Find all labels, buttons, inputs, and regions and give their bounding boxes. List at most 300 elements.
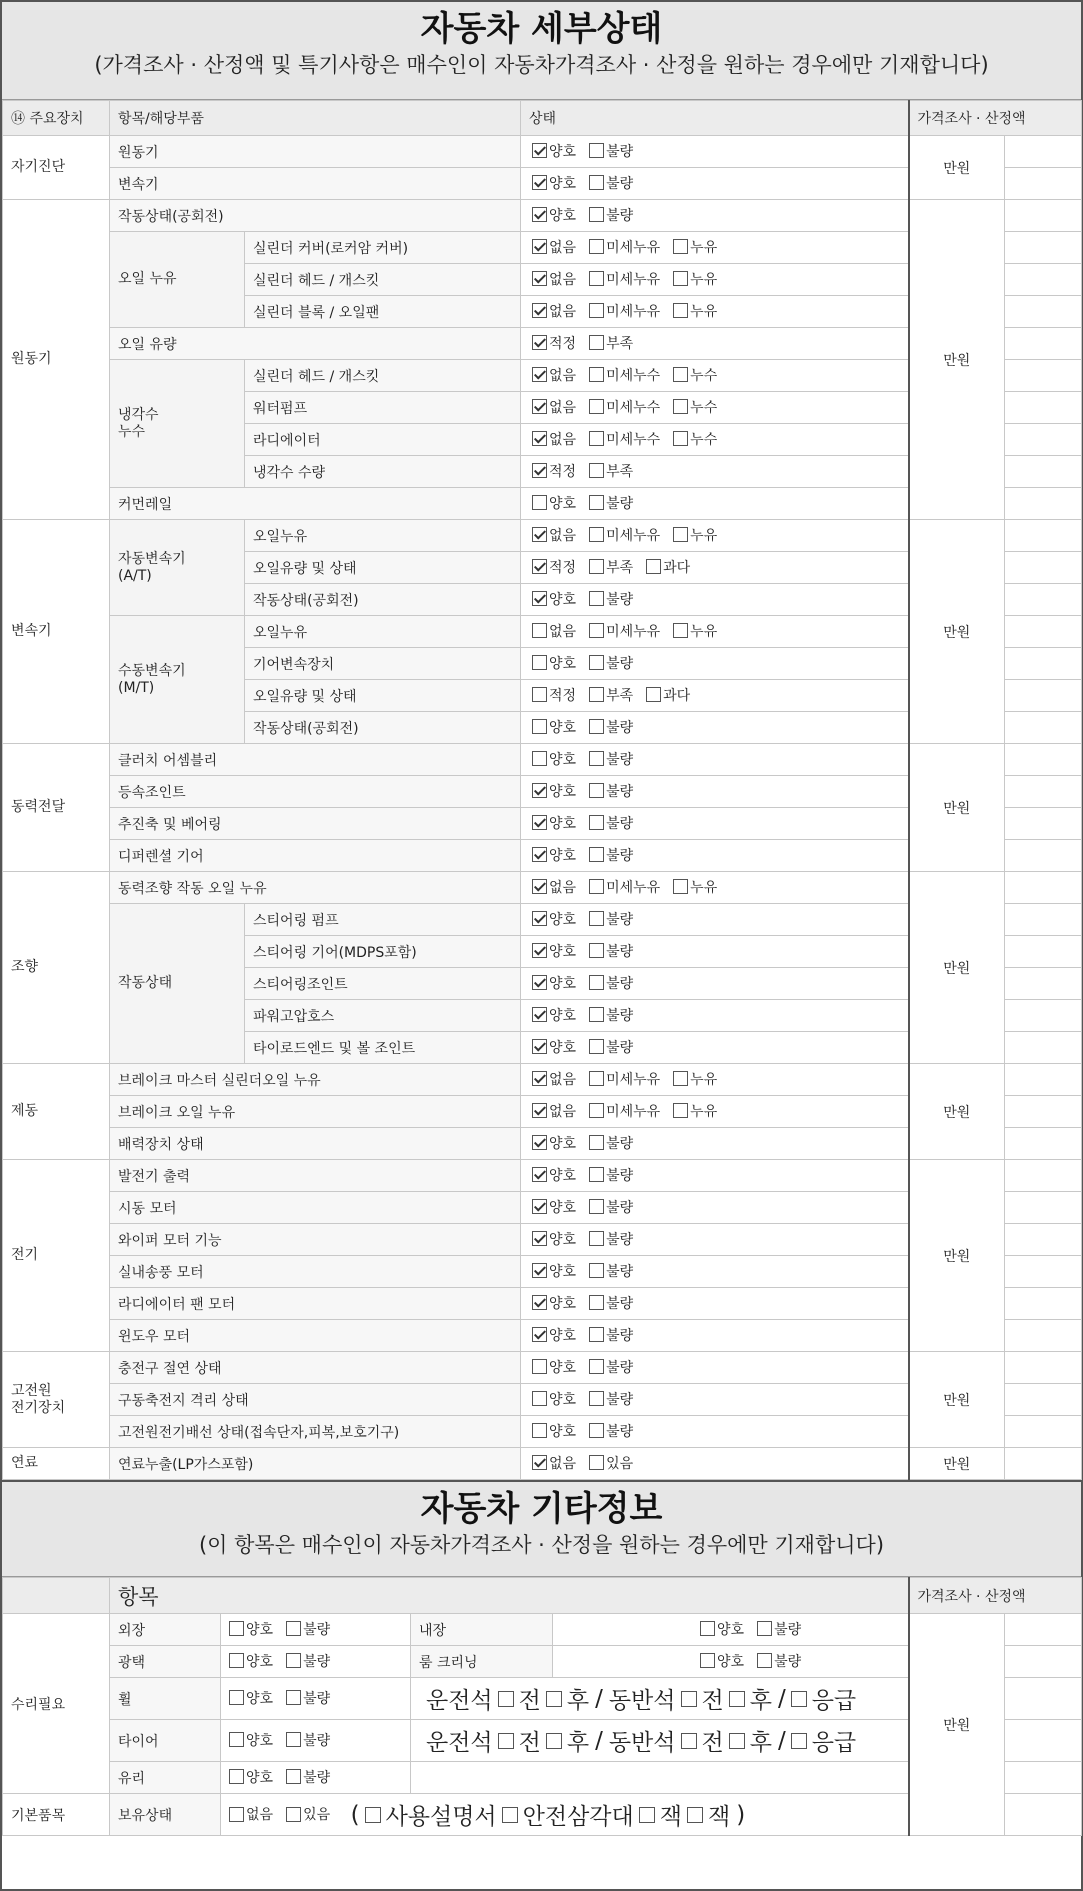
checkbox[interactable]	[589, 1135, 604, 1150]
checkbox[interactable]	[532, 847, 547, 862]
note-cell[interactable]	[1005, 1064, 1082, 1096]
status-option[interactable]	[589, 1293, 633, 1313]
checkbox[interactable]	[589, 975, 604, 990]
status-option[interactable]	[589, 365, 660, 385]
checkbox[interactable]	[229, 1807, 244, 1822]
status-option[interactable]	[589, 557, 633, 577]
status-option[interactable]	[532, 1037, 576, 1057]
checkbox[interactable]	[681, 1691, 697, 1707]
status-option[interactable]	[589, 1005, 633, 1025]
checkbox[interactable]	[532, 271, 547, 286]
note-cell[interactable]	[1005, 328, 1082, 360]
option-label: 있음	[606, 1455, 634, 1472]
checkbox[interactable]	[498, 1733, 514, 1749]
note-cell[interactable]	[1005, 968, 1082, 1000]
status-option[interactable]	[589, 1069, 660, 1089]
note-cell[interactable]	[1005, 264, 1082, 296]
status-option[interactable]	[532, 1101, 576, 1121]
checkbox[interactable]	[532, 1039, 547, 1054]
status-option[interactable]	[532, 461, 576, 481]
checkbox[interactable]	[532, 143, 547, 158]
option-label: 양호	[549, 1359, 577, 1376]
checkbox[interactable]	[286, 1807, 301, 1822]
status-option[interactable]	[673, 301, 717, 321]
checkbox[interactable]	[589, 271, 604, 286]
option-label: 양호	[549, 1231, 577, 1248]
status-option[interactable]	[532, 333, 576, 353]
price-cell[interactable]: 만원	[909, 744, 1005, 872]
note-cell[interactable]	[1005, 392, 1082, 424]
checkbox[interactable]	[546, 1691, 562, 1707]
checkbox[interactable]	[589, 847, 604, 862]
checkbox[interactable]	[589, 239, 604, 254]
status-option[interactable]	[532, 1133, 576, 1153]
status-option[interactable]	[532, 909, 576, 929]
checkbox[interactable]	[673, 431, 688, 446]
price-cell[interactable]: 만원	[909, 872, 1005, 1064]
checkbox[interactable]	[589, 1007, 604, 1022]
category-label: 동력전달	[3, 744, 110, 872]
status-option[interactable]	[589, 269, 660, 289]
checkbox[interactable]	[532, 591, 547, 606]
checkbox[interactable]	[532, 1135, 547, 1150]
status-option[interactable]	[532, 1165, 576, 1185]
checkbox[interactable]	[532, 303, 547, 318]
status-option[interactable]	[532, 269, 576, 289]
item-label: 실린더 헤드 / 개스킷	[245, 360, 521, 392]
checkbox[interactable]	[532, 1295, 547, 1310]
price-cell[interactable]: 만원	[909, 136, 1005, 200]
checkbox[interactable]	[589, 719, 604, 734]
note-cell[interactable]	[1005, 680, 1082, 712]
checkbox[interactable]	[673, 1071, 688, 1086]
status-option[interactable]	[646, 557, 690, 577]
status-option[interactable]	[589, 1389, 633, 1409]
price-cell[interactable]: 만원	[909, 1352, 1005, 1448]
status-option[interactable]	[673, 877, 717, 897]
status-option[interactable]	[532, 749, 576, 769]
checkbox[interactable]	[532, 1103, 547, 1118]
status-option[interactable]	[589, 301, 660, 321]
status-option[interactable]	[673, 1069, 717, 1089]
checkbox[interactable]	[700, 1653, 715, 1668]
checkbox[interactable]	[532, 207, 547, 222]
status-option[interactable]	[589, 397, 660, 417]
status-option[interactable]	[673, 525, 717, 545]
checkbox[interactable]	[589, 431, 604, 446]
option-label: 없음	[549, 1455, 577, 1472]
status-option[interactable]	[532, 237, 576, 257]
status-option[interactable]	[673, 429, 717, 449]
checkbox[interactable]	[589, 175, 604, 190]
checkbox[interactable]	[589, 783, 604, 798]
status-option[interactable]	[589, 1325, 633, 1345]
status-option[interactable]	[589, 141, 633, 161]
status-option[interactable]	[532, 781, 576, 801]
note-cell[interactable]	[1005, 168, 1082, 200]
checkbox[interactable]	[589, 495, 604, 510]
checkbox[interactable]	[532, 815, 547, 830]
checkbox[interactable]	[229, 1690, 244, 1705]
price-cell[interactable]: 만원	[909, 1064, 1005, 1160]
checkbox[interactable]	[589, 1263, 604, 1278]
status-option[interactable]	[589, 429, 660, 449]
price-cell[interactable]: 만원	[909, 1448, 1005, 1480]
status-option[interactable]	[589, 1101, 660, 1121]
checkbox[interactable]	[687, 1807, 703, 1823]
status-option[interactable]	[532, 1005, 576, 1025]
status-option[interactable]	[589, 845, 633, 865]
status-option[interactable]	[589, 1261, 633, 1281]
checkbox[interactable]	[532, 911, 547, 926]
checkbox[interactable]	[729, 1691, 745, 1707]
status-option[interactable]	[532, 1293, 576, 1313]
checkbox[interactable]	[589, 815, 604, 830]
checkbox[interactable]	[589, 335, 604, 350]
status-option[interactable]	[532, 141, 576, 161]
checkbox[interactable]	[589, 943, 604, 958]
status-option[interactable]	[589, 525, 660, 545]
checkbox[interactable]	[589, 623, 604, 638]
checkbox[interactable]	[673, 623, 688, 638]
checkbox[interactable]	[673, 399, 688, 414]
checkbox[interactable]	[532, 751, 547, 766]
status-option[interactable]	[589, 1133, 633, 1153]
status-option[interactable]	[589, 205, 633, 225]
status-option[interactable]	[589, 1421, 633, 1441]
option-label: 누유	[690, 527, 718, 544]
status-option[interactable]	[589, 941, 633, 961]
checkbox[interactable]	[589, 143, 604, 158]
checkbox[interactable]	[502, 1807, 518, 1823]
checkbox[interactable]	[532, 431, 547, 446]
checkbox[interactable]	[589, 1455, 604, 1470]
checkbox[interactable]	[589, 303, 604, 318]
checkbox[interactable]	[286, 1621, 301, 1636]
option-label: 양호	[549, 815, 577, 832]
option-label: 양호	[549, 207, 577, 224]
checkbox[interactable]	[532, 1231, 547, 1246]
checkbox[interactable]	[589, 879, 604, 894]
option-label: 미세누유	[606, 1071, 661, 1088]
status-option[interactable]	[673, 237, 717, 257]
status-option[interactable]	[532, 1389, 576, 1409]
checkbox[interactable]	[589, 463, 604, 478]
note-cell[interactable]	[1005, 904, 1082, 936]
note-cell[interactable]	[1005, 1448, 1082, 1480]
checkbox[interactable]	[532, 687, 547, 702]
status-option[interactable]	[532, 493, 576, 513]
status-option[interactable]	[532, 205, 576, 225]
note-cell[interactable]	[1005, 1762, 1082, 1794]
checkbox[interactable]	[757, 1653, 772, 1668]
status-option[interactable]	[532, 877, 576, 897]
checkbox[interactable]	[729, 1733, 745, 1749]
note-cell[interactable]	[1005, 1794, 1082, 1836]
note-cell[interactable]	[1005, 1720, 1082, 1762]
status-option[interactable]	[673, 1101, 717, 1121]
checkbox[interactable]	[532, 1391, 547, 1406]
note-cell[interactable]	[1005, 1256, 1082, 1288]
status-option[interactable]	[589, 877, 660, 897]
note-cell[interactable]	[1005, 1160, 1082, 1192]
status-option[interactable]	[532, 973, 576, 993]
note-cell[interactable]	[1005, 296, 1082, 328]
price-cell[interactable]: 만원	[909, 520, 1005, 744]
note-cell[interactable]	[1005, 648, 1082, 680]
status-option[interactable]	[532, 813, 576, 833]
status-option[interactable]	[673, 621, 717, 641]
status-option[interactable]	[532, 1421, 576, 1441]
checkbox[interactable]	[532, 1423, 547, 1438]
status-option[interactable]	[532, 589, 576, 609]
checkbox[interactable]	[532, 367, 547, 382]
note-cell[interactable]	[1005, 840, 1082, 872]
checkbox[interactable]	[589, 687, 604, 702]
note-cell[interactable]	[1005, 1192, 1082, 1224]
checkbox[interactable]	[532, 495, 547, 510]
checkbox[interactable]	[589, 207, 604, 222]
checkbox[interactable]	[532, 239, 547, 254]
note-cell[interactable]	[1005, 776, 1082, 808]
checkbox[interactable]	[546, 1733, 562, 1749]
status-option[interactable]	[589, 653, 633, 673]
checkbox[interactable]	[532, 399, 547, 414]
note-cell[interactable]	[1005, 456, 1082, 488]
checkbox[interactable]	[286, 1690, 301, 1705]
note-cell[interactable]	[1005, 1384, 1082, 1416]
status-option[interactable]	[532, 557, 576, 577]
note-cell[interactable]	[1005, 488, 1082, 520]
status-option[interactable]	[589, 685, 633, 705]
status-option[interactable]	[532, 845, 576, 865]
checkbox[interactable]	[589, 367, 604, 382]
status-option[interactable]	[532, 1325, 576, 1345]
status-option[interactable]	[532, 653, 576, 673]
status-option[interactable]	[589, 717, 633, 737]
checkbox[interactable]	[589, 1039, 604, 1054]
note-cell[interactable]	[1005, 1614, 1082, 1646]
note-cell[interactable]	[1005, 360, 1082, 392]
price-cell[interactable]: 만원	[909, 200, 1005, 520]
checkbox[interactable]	[589, 591, 604, 606]
status-option[interactable]	[532, 1261, 576, 1281]
checkbox[interactable]	[673, 367, 688, 382]
checkbox[interactable]	[532, 1359, 547, 1374]
checkbox[interactable]	[589, 559, 604, 574]
checkbox[interactable]	[673, 1103, 688, 1118]
note-cell[interactable]	[1005, 1352, 1082, 1384]
status-option[interactable]	[589, 1357, 633, 1377]
status-option[interactable]	[532, 1197, 576, 1217]
status-option[interactable]	[532, 685, 576, 705]
checkbox[interactable]	[589, 1359, 604, 1374]
note-cell[interactable]	[1005, 1096, 1082, 1128]
status-option[interactable]	[589, 781, 633, 801]
checkbox[interactable]	[532, 463, 547, 478]
status-option[interactable]	[589, 173, 633, 193]
checkbox[interactable]	[673, 271, 688, 286]
checkbox[interactable]	[589, 1103, 604, 1118]
checkbox[interactable]	[532, 175, 547, 190]
checkbox[interactable]	[673, 303, 688, 318]
checkbox[interactable]	[229, 1653, 244, 1668]
checkbox[interactable]	[532, 1071, 547, 1086]
status-option[interactable]	[589, 1197, 633, 1217]
checkbox[interactable]	[532, 623, 547, 638]
note-cell[interactable]	[1005, 232, 1082, 264]
note-cell[interactable]	[1005, 1320, 1082, 1352]
checkbox[interactable]	[791, 1733, 807, 1749]
checkbox[interactable]	[673, 879, 688, 894]
checkbox[interactable]	[532, 1327, 547, 1342]
status-option[interactable]	[532, 621, 576, 641]
status-option[interactable]	[532, 1357, 576, 1377]
checkbox[interactable]	[589, 1071, 604, 1086]
status-option[interactable]	[673, 365, 717, 385]
status-option[interactable]	[589, 1229, 633, 1249]
checkbox[interactable]	[532, 879, 547, 894]
status-option[interactable]	[589, 333, 633, 353]
checkbox[interactable]	[286, 1653, 301, 1668]
note-cell[interactable]	[1005, 1224, 1082, 1256]
checkbox[interactable]	[532, 943, 547, 958]
note-cell[interactable]	[1005, 200, 1082, 232]
status-option[interactable]	[646, 685, 690, 705]
status-option[interactable]	[532, 941, 576, 961]
checkbox[interactable]	[532, 655, 547, 670]
status-option[interactable]	[589, 237, 660, 257]
status-option[interactable]	[532, 717, 576, 737]
status-option[interactable]	[532, 301, 576, 321]
status-option[interactable]	[532, 173, 576, 193]
status-option[interactable]	[589, 813, 633, 833]
checkbox[interactable]	[589, 1199, 604, 1214]
note-cell[interactable]	[1005, 616, 1082, 648]
checkbox[interactable]	[532, 1007, 547, 1022]
note-cell[interactable]	[1005, 136, 1082, 168]
checkbox[interactable]	[639, 1807, 655, 1823]
option-label: 미세누유	[606, 239, 661, 256]
checkbox[interactable]	[286, 1769, 301, 1784]
price-cell[interactable]: 만원	[909, 1160, 1005, 1352]
status-option[interactable]	[532, 1453, 576, 1473]
checkbox[interactable]	[229, 1621, 244, 1636]
checkbox[interactable]	[681, 1733, 697, 1749]
checkbox[interactable]	[646, 687, 661, 702]
note-cell[interactable]	[1005, 808, 1082, 840]
option-label: 양호	[549, 1007, 577, 1024]
checkbox[interactable]	[498, 1691, 514, 1707]
option-label: 없음	[549, 431, 577, 448]
checkbox[interactable]	[229, 1769, 244, 1784]
note-cell[interactable]	[1005, 744, 1082, 776]
status-option[interactable]	[589, 1453, 633, 1473]
checkbox[interactable]	[589, 1231, 604, 1246]
status-option[interactable]	[673, 269, 717, 289]
note-cell[interactable]	[1005, 1000, 1082, 1032]
checkbox[interactable]	[365, 1807, 381, 1823]
checkbox[interactable]	[589, 911, 604, 926]
checkbox[interactable]	[673, 239, 688, 254]
checkbox[interactable]	[673, 527, 688, 542]
checkbox[interactable]	[532, 1199, 547, 1214]
checkbox[interactable]	[532, 335, 547, 350]
status-option[interactable]	[532, 525, 576, 545]
status-option[interactable]	[589, 1165, 633, 1185]
checkbox[interactable]	[532, 1263, 547, 1278]
checkbox[interactable]	[589, 1391, 604, 1406]
checkbox[interactable]	[532, 559, 547, 574]
checkbox[interactable]	[532, 719, 547, 734]
item-label: 파워고압호스	[245, 1000, 521, 1032]
note-cell[interactable]	[1005, 552, 1082, 584]
checkbox[interactable]	[589, 527, 604, 542]
note-cell[interactable]	[1005, 1678, 1082, 1720]
note-cell[interactable]	[1005, 872, 1082, 904]
note-cell[interactable]	[1005, 1032, 1082, 1064]
note-cell[interactable]	[1005, 936, 1082, 968]
checkbox[interactable]	[589, 1327, 604, 1342]
status-option[interactable]	[589, 589, 633, 609]
checkbox[interactable]	[532, 783, 547, 798]
status-option[interactable]	[589, 749, 633, 769]
checkbox[interactable]	[700, 1621, 715, 1636]
status-option[interactable]	[532, 1229, 576, 1249]
note-cell[interactable]	[1005, 1646, 1082, 1678]
checkbox[interactable]	[589, 399, 604, 414]
option-label: 없음	[549, 239, 577, 256]
status-option[interactable]	[589, 973, 633, 993]
status-option[interactable]	[589, 1037, 633, 1057]
checkbox[interactable]	[532, 975, 547, 990]
checkbox[interactable]	[286, 1732, 301, 1747]
note-cell[interactable]	[1005, 584, 1082, 616]
status-option[interactable]	[532, 365, 576, 385]
checkbox[interactable]	[532, 527, 547, 542]
checkbox[interactable]	[791, 1691, 807, 1707]
status-option[interactable]	[532, 397, 576, 417]
note-cell[interactable]	[1005, 1416, 1082, 1448]
checkbox[interactable]	[229, 1732, 244, 1747]
note-cell[interactable]	[1005, 1128, 1082, 1160]
price-cell-other[interactable]: 만원	[909, 1614, 1005, 1836]
table-body	[3, 136, 1082, 1480]
checkbox[interactable]	[589, 1295, 604, 1310]
checkbox[interactable]	[589, 1423, 604, 1438]
status-option[interactable]	[589, 909, 633, 929]
status-option[interactable]	[589, 621, 660, 641]
status-option[interactable]	[589, 461, 633, 481]
note-cell[interactable]	[1005, 424, 1082, 456]
checkbox[interactable]	[589, 751, 604, 766]
status-option[interactable]	[532, 429, 576, 449]
item-label: 충전구 절연 상태	[110, 1352, 521, 1384]
status-option[interactable]	[532, 1069, 576, 1089]
checkbox[interactable]	[646, 559, 661, 574]
checkbox[interactable]	[757, 1621, 772, 1636]
note-cell[interactable]	[1005, 712, 1082, 744]
checkbox[interactable]	[532, 1455, 547, 1470]
checkbox[interactable]	[589, 1167, 604, 1182]
status-option[interactable]	[589, 493, 633, 513]
table-row	[3, 1160, 1082, 1192]
note-cell[interactable]	[1005, 1288, 1082, 1320]
checkbox[interactable]	[532, 1167, 547, 1182]
checkbox[interactable]	[589, 655, 604, 670]
note-cell[interactable]	[1005, 520, 1082, 552]
status-option[interactable]	[673, 397, 717, 417]
